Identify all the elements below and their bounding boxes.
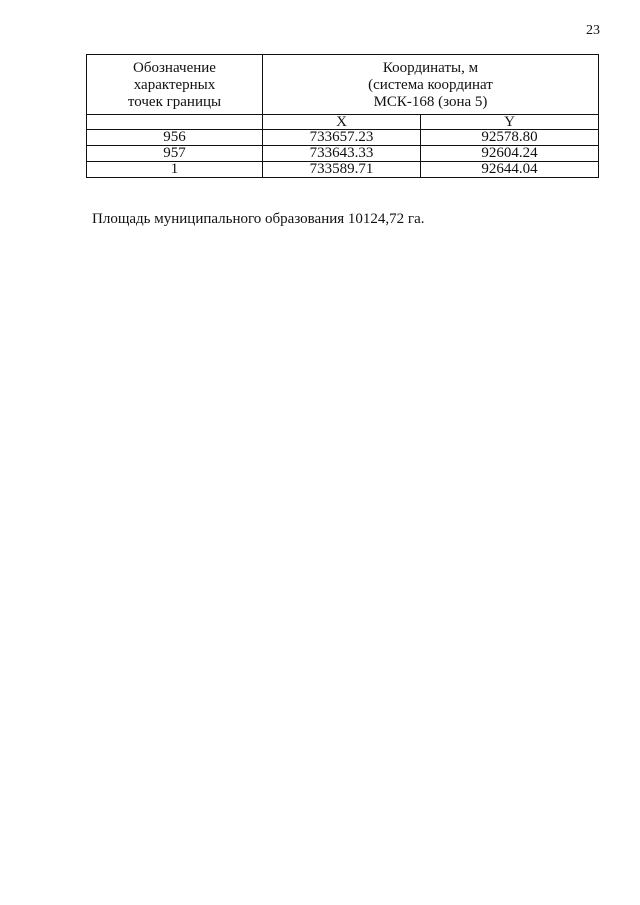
point-header-line: точек границы — [127, 94, 222, 110]
x-cell: 733643.33 — [263, 146, 421, 162]
point-cell: 956 — [87, 130, 263, 146]
point-header-line: характерных — [133, 77, 216, 93]
municipality-area-text: Площадь муниципального образования 10124,72 га. — [92, 211, 425, 227]
table-row — [87, 130, 599, 146]
x-column-header: X — [263, 115, 421, 130]
x-cell: 733589.71 — [263, 162, 421, 178]
coordinates-header-line: (система координат — [368, 77, 493, 93]
y-column-header: Y — [421, 115, 599, 130]
coordinates-header — [263, 55, 599, 115]
y-cell: 92604.24 — [421, 146, 599, 162]
point-designation-header — [87, 55, 263, 115]
table-subheader-row — [87, 115, 599, 130]
table-header-row — [87, 55, 599, 115]
page-number: 23 — [586, 23, 600, 38]
y-cell: 92644.04 — [421, 162, 599, 178]
coordinates-header-line: Координаты, м — [382, 60, 479, 76]
y-cell: 92578.80 — [421, 130, 599, 146]
point-cell: 1 — [87, 162, 263, 178]
coordinates-header-line: МСК-168 (зона 5) — [373, 94, 488, 110]
point-cell: 957 — [87, 146, 263, 162]
x-cell: 733657.23 — [263, 130, 421, 146]
table-row — [87, 162, 599, 178]
table-row — [87, 146, 599, 162]
boundary-coordinates-table — [86, 54, 599, 178]
empty-subheader-cell — [87, 115, 263, 130]
point-header-line: Обозначение — [133, 60, 216, 76]
